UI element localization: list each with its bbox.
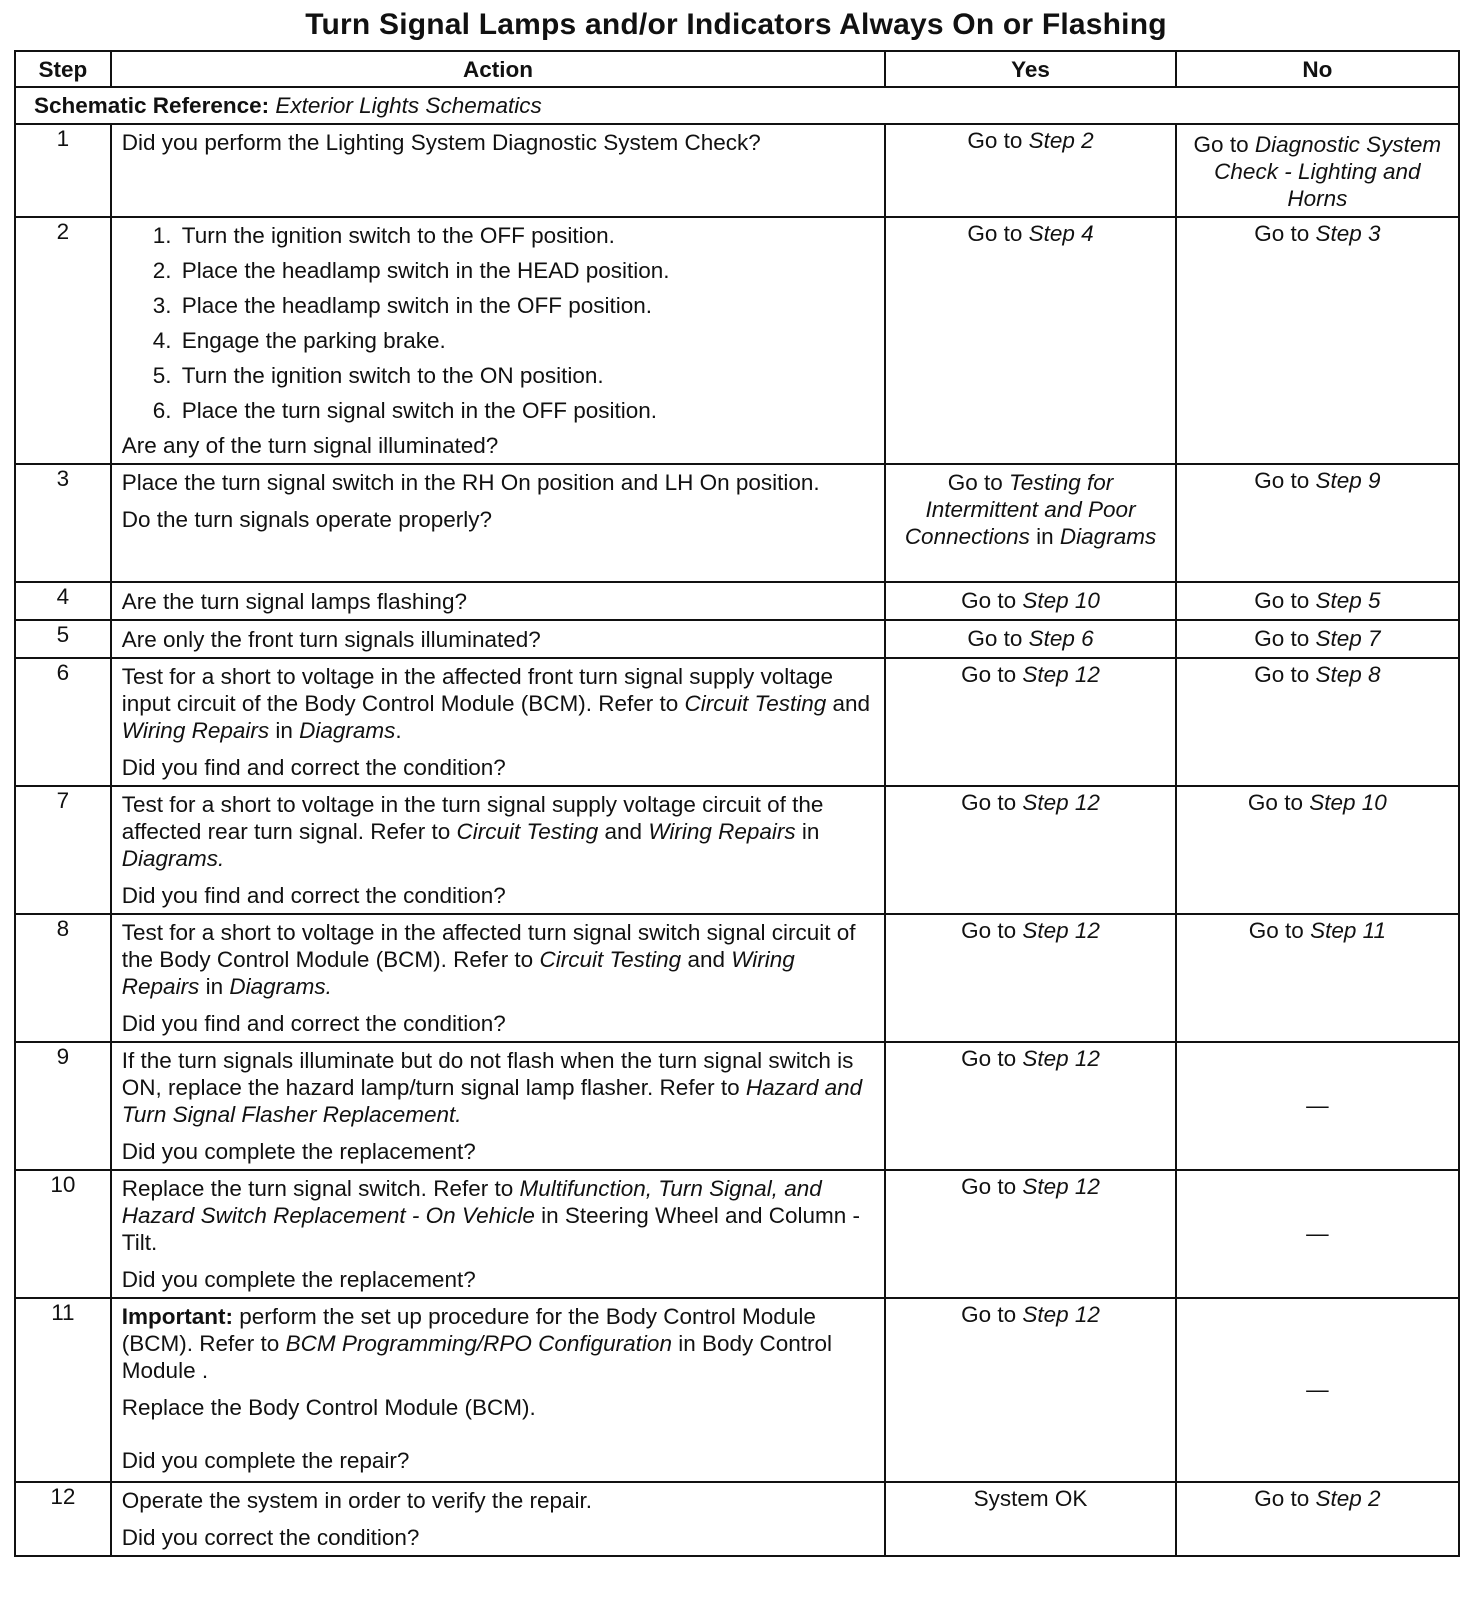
- yes-cell: [885, 620, 1175, 658]
- yes-cell: [885, 1042, 1175, 1170]
- reference-link: Wiring Repairs: [121, 947, 795, 999]
- and-word: and: [681, 947, 732, 972]
- step-word: Step: [1315, 662, 1369, 687]
- go-to-label: Go to: [961, 790, 1023, 815]
- no-column-header: No: [1176, 51, 1459, 87]
- action-text: [122, 1047, 877, 1128]
- go-to-label: Go to: [967, 128, 1029, 153]
- table-row: [15, 217, 1459, 464]
- action-cell: [111, 914, 886, 1042]
- important-label: Important:: [121, 1304, 234, 1329]
- step-word: Step: [1315, 587, 1369, 613]
- in-word: in: [199, 974, 230, 999]
- go-to-label: Go to: [1254, 587, 1316, 613]
- instruction-list: [122, 222, 877, 424]
- action-question: Are only the front turn signals illuminated?: [121, 626, 541, 652]
- yes-step-number: 4: [1081, 221, 1094, 246]
- action-question: Did you find and correct the condition?: [121, 1011, 506, 1036]
- table-row: [15, 914, 1459, 1042]
- action-cell: [111, 1170, 886, 1298]
- yes-step-number: 12: [1074, 662, 1100, 687]
- punctuation: .: [395, 718, 402, 743]
- in-word: in: [795, 819, 820, 844]
- yes-cell: [885, 1298, 1175, 1482]
- yes-cell: [885, 786, 1175, 914]
- action-text: Place the turn signal switch in the RH On position and LH On position.: [121, 470, 820, 495]
- no-link: Diagnostic System Check - Lighting and Horns: [1214, 132, 1442, 211]
- yes-step-link: [1029, 626, 1094, 651]
- go-to-label: Go to: [1254, 468, 1316, 493]
- step-word: Step: [1022, 1174, 1075, 1199]
- step-word: Step: [1028, 625, 1082, 651]
- step-number: 10: [15, 1170, 111, 1298]
- action-text: [122, 1175, 877, 1256]
- action-text-body: Replace the turn signal switch. Refer to: [121, 1176, 520, 1201]
- step-number: 1: [15, 124, 111, 217]
- yes-step-number: 2: [1081, 128, 1094, 153]
- table-row: [15, 1170, 1459, 1298]
- no-step-number: 11: [1362, 918, 1386, 943]
- table-row: [15, 124, 1459, 217]
- yes-cell: [885, 582, 1175, 620]
- step-word: Step: [1022, 918, 1075, 943]
- action-cell: [111, 1298, 886, 1482]
- step-number: 5: [15, 620, 111, 658]
- table-row: [15, 1298, 1459, 1482]
- table-row: [15, 620, 1459, 658]
- no-cell: [1176, 658, 1459, 786]
- yes-step-number: 12: [1074, 1174, 1100, 1199]
- yes-cell: [885, 217, 1175, 464]
- go-to-label: Go to: [961, 918, 1023, 943]
- step-column-header: Step: [15, 51, 111, 87]
- reference-link: BCM Programming/RPO Configuration: [285, 1331, 672, 1356]
- no-step-number: 2: [1368, 1486, 1381, 1511]
- no-step-number: 7: [1368, 625, 1381, 651]
- go-to-label: Go to: [961, 662, 1023, 687]
- no-cell: —: [1176, 1170, 1459, 1298]
- go-to-label: Go to: [1254, 221, 1316, 246]
- reference-link: Multifunction, Turn Signal, and Hazard Switch Replacement - On Vehicle: [121, 1176, 822, 1228]
- go-to-label: Go to: [967, 625, 1029, 651]
- document-link: Diagrams.: [121, 846, 225, 871]
- action-text-tail: in Body Control Module .: [121, 1331, 833, 1383]
- table-row: [15, 658, 1459, 786]
- action-text-body: perform the set up procedure for the Body Control Module (BCM). Refer to: [121, 1304, 816, 1356]
- document-link: Diagrams: [299, 718, 396, 743]
- step-word: Step: [1028, 128, 1082, 153]
- step-number: 4: [15, 582, 111, 620]
- step-word: Step: [1022, 790, 1075, 815]
- list-item: 5. Turn the ignition switch to the ON position.: [178, 362, 877, 389]
- action-text-tail: in Steering Wheel and Column - Tilt.: [121, 1203, 861, 1255]
- action-question: Are any of the turn signal illuminated?: [121, 433, 499, 458]
- action-question: Did you perform the Lighting System Diagnostic System Check?: [121, 130, 761, 155]
- list-item: 1. Turn the ignition switch to the OFF position.: [178, 222, 877, 249]
- go-to-label: Go to: [961, 1046, 1023, 1071]
- and-word: and: [826, 691, 871, 716]
- step-number: 11: [15, 1298, 111, 1482]
- no-cell: [1176, 124, 1459, 217]
- action-cell: [111, 620, 886, 658]
- table-row: [15, 582, 1459, 620]
- page-title: Turn Signal Lamps and/or Indicators Always On or Flashing: [305, 8, 1167, 41]
- yes-step-number: 10: [1074, 587, 1100, 613]
- step-number: 3: [15, 464, 111, 582]
- reference-link: Circuit Testing: [456, 819, 599, 844]
- table-row: [15, 786, 1459, 914]
- no-step-link: [1315, 221, 1380, 246]
- no-step-number: 10: [1361, 790, 1387, 815]
- yes-step-link: [1029, 128, 1094, 153]
- action-text-body: If the turn signals illuminate but do not flash when the turn signal switch is ON, replace the hazard lamp/turn signal lamp flasher. Refer to: [121, 1048, 854, 1100]
- yes-cell: System OK: [885, 1482, 1175, 1556]
- action-question: Did you find and correct the condition?: [121, 883, 506, 908]
- step-number: 6: [15, 658, 111, 786]
- schematic-label: Schematic Reference:: [34, 93, 270, 118]
- table-row: [15, 1042, 1459, 1170]
- yes-cell: [885, 124, 1175, 217]
- step-word: Step: [1022, 1046, 1075, 1071]
- in-word: in: [269, 718, 300, 743]
- header-row: [15, 51, 1459, 87]
- go-to-label: Go to: [967, 221, 1029, 246]
- yes-step-number: 12: [1074, 1046, 1100, 1071]
- yes-cell: [885, 1170, 1175, 1298]
- no-cell: [1176, 620, 1459, 658]
- action-cell: [111, 658, 886, 786]
- go-to-label: Go to: [961, 587, 1023, 613]
- table-row: [15, 1482, 1459, 1556]
- no-cell: [1176, 582, 1459, 620]
- schematic-row: [15, 87, 1459, 124]
- go-to-label: Go to: [1254, 662, 1316, 687]
- action-text: [122, 663, 877, 744]
- schematic-reference: [15, 87, 1459, 124]
- yes-step-link: [1022, 1046, 1100, 1071]
- list-item: 3. Place the headlamp switch in the OFF position.: [178, 292, 877, 319]
- step-word: Step: [1315, 221, 1369, 246]
- no-step-number: 5: [1368, 587, 1381, 613]
- no-cell: [1176, 464, 1459, 582]
- step-number: 12: [15, 1482, 111, 1556]
- step-word: Step: [1022, 587, 1075, 613]
- yes-step-number: 12: [1074, 918, 1100, 943]
- go-to-label: Go to: [961, 1174, 1023, 1199]
- go-to-label: Go to: [1247, 790, 1310, 815]
- action-text-body: Test for a short to voltage in the turn signal supply voltage circuit of the affected rear turn signal. Refer to: [121, 792, 824, 844]
- yes-step-number: 12: [1074, 1302, 1100, 1327]
- no-step-link: [1310, 918, 1386, 943]
- reference-link: Circuit Testing: [539, 947, 682, 972]
- no-step-link: [1315, 588, 1380, 613]
- action-column-header: Action: [111, 51, 886, 87]
- step-word: Step: [1022, 1302, 1075, 1327]
- action-question: Did you complete the repair?: [121, 1448, 410, 1473]
- no-cell: —: [1176, 1298, 1459, 1482]
- yes-cell: [885, 914, 1175, 1042]
- yes-step-link: [1022, 1174, 1100, 1199]
- yes-step-link: [1022, 1302, 1100, 1327]
- action-cell: [111, 217, 886, 464]
- no-step-link: [1309, 790, 1387, 815]
- no-step-link: [1315, 468, 1380, 493]
- reference-link: Hazard and Turn Signal Flasher Replacement.: [121, 1075, 863, 1127]
- step-word: Step: [1310, 918, 1363, 943]
- action-text-body: Test for a short to voltage in the affected front turn signal supply voltage input circuit of the Body Control Module (BCM). Refer to: [121, 664, 834, 716]
- action-cell: [111, 786, 886, 914]
- reference-link: Circuit Testing: [684, 691, 827, 716]
- step-number: 7: [15, 786, 111, 914]
- no-cell: —: [1176, 1042, 1459, 1170]
- no-cell: [1176, 1482, 1459, 1556]
- yes-doc-link: Diagrams: [1059, 524, 1157, 549]
- no-cell: [1176, 786, 1459, 914]
- action-question: Did you complete the replacement?: [121, 1139, 476, 1164]
- schematic-link: Exterior Lights Schematics: [275, 93, 542, 118]
- yes-step-link: [1022, 790, 1100, 815]
- no-step-link: [1315, 626, 1380, 651]
- go-to-label: Go to: [1254, 625, 1316, 651]
- yes-step-link: [1022, 588, 1100, 613]
- yes-step-link: [1022, 662, 1100, 687]
- yes-step-number: 6: [1081, 625, 1094, 651]
- step-number: 2: [15, 217, 111, 464]
- action-text: [122, 791, 877, 872]
- action-question: Did you correct the condition?: [121, 1525, 420, 1550]
- go-to-label: Go to: [1248, 918, 1311, 943]
- step-word: Step: [1022, 662, 1075, 687]
- table-row: [15, 464, 1459, 582]
- yes-cell: [885, 658, 1175, 786]
- action-text: [122, 919, 877, 1000]
- action-cell: [111, 1482, 886, 1556]
- list-item: 2. Place the headlamp switch in the HEAD position.: [178, 257, 877, 284]
- yes-cell: [885, 464, 1175, 582]
- action-text: [122, 1303, 877, 1384]
- and-word: and: [598, 819, 649, 844]
- action-cell: [111, 582, 886, 620]
- no-cell: [1176, 217, 1459, 464]
- go-to-label: Go to: [1193, 132, 1255, 157]
- go-to-label: Go to: [1254, 1486, 1316, 1511]
- no-step-number: 3: [1368, 221, 1381, 246]
- step-word: Step: [1028, 221, 1082, 246]
- go-to-label: Go to: [947, 470, 1010, 495]
- action-text: Operate the system in order to verify the repair.: [121, 1488, 592, 1513]
- yes-column-header: Yes: [885, 51, 1175, 87]
- step-number: 9: [15, 1042, 111, 1170]
- action-question: Are the turn signal lamps flashing?: [121, 588, 467, 614]
- action-cell: [111, 464, 886, 582]
- no-step-link: [1315, 662, 1380, 687]
- action-question: Do the turn signals operate properly?: [121, 507, 492, 532]
- step-word: Step: [1309, 790, 1362, 815]
- yes-link: Testing for Intermittent and Poor Connections: [904, 470, 1136, 549]
- no-step-number: 9: [1368, 468, 1381, 493]
- no-step-link: [1315, 1486, 1380, 1511]
- list-item: 6. Place the turn signal switch in the OFF position.: [178, 397, 877, 424]
- go-to-label: Go to: [961, 1302, 1023, 1327]
- list-item: 4. Engage the parking brake.: [178, 327, 877, 354]
- action-question: Did you complete the replacement?: [121, 1267, 476, 1292]
- action-cell: [111, 1042, 886, 1170]
- yes-step-link: [1029, 221, 1094, 246]
- action-text-body: Test for a short to voltage in the affected turn signal switch signal circuit of the Body Control Module (BCM). Refer to: [121, 920, 856, 972]
- no-step-number: 8: [1368, 662, 1381, 687]
- yes-step-link: [1022, 918, 1100, 943]
- reference-link: Wiring Repairs: [121, 718, 270, 743]
- diagnostic-table: [14, 50, 1460, 1557]
- action-question: Did you find and correct the condition?: [121, 755, 506, 780]
- step-number: 8: [15, 914, 111, 1042]
- yes-step-number: 12: [1074, 790, 1100, 815]
- no-cell: [1176, 914, 1459, 1042]
- in-word: in: [1029, 524, 1060, 549]
- action-instruction: Replace the Body Control Module (BCM).: [121, 1395, 536, 1420]
- step-word: Step: [1315, 625, 1369, 651]
- step-word: Step: [1315, 1486, 1369, 1511]
- action-cell: [111, 124, 886, 217]
- reference-link: Wiring Repairs: [648, 819, 796, 844]
- document-link: Diagrams.: [229, 974, 332, 999]
- step-word: Step: [1315, 468, 1369, 493]
